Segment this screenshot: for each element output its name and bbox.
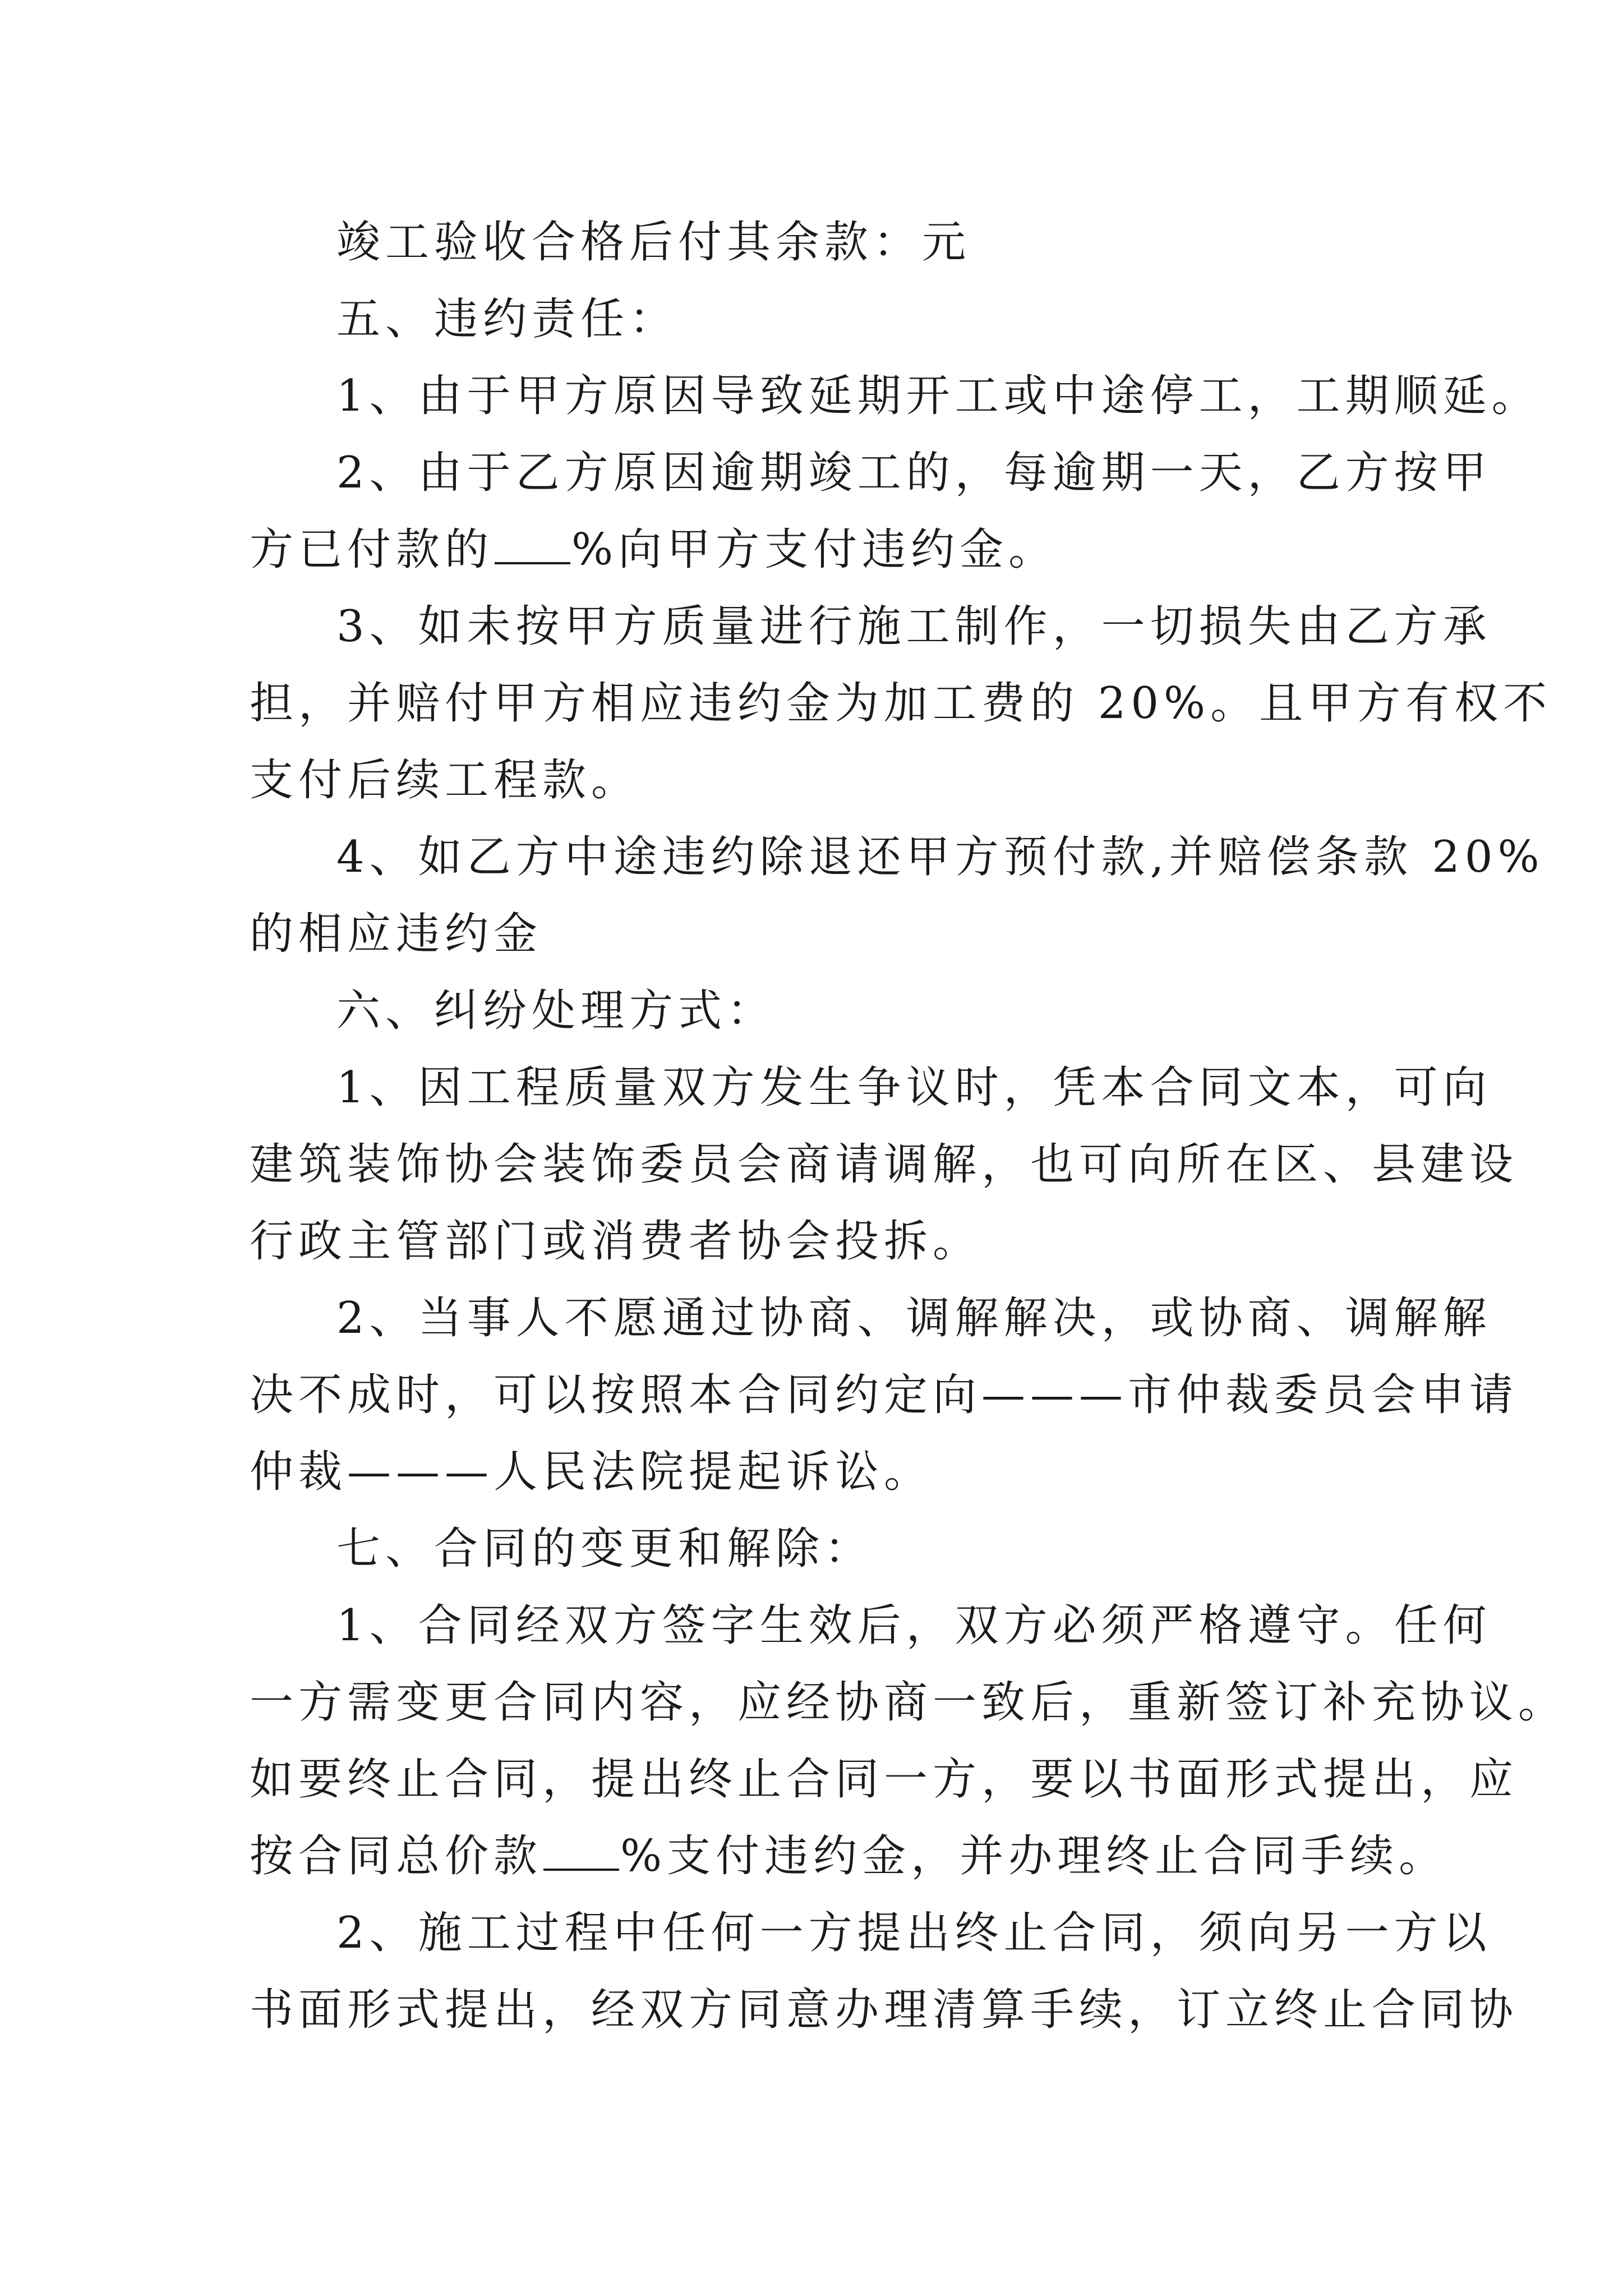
text-line: 竣工验收合格后付其余款：元 [336,217,971,268]
text-segment: 方已付款的 [250,524,494,575]
text-line: 支付后续工程款。 [250,755,640,806]
section-heading: 七、合同的变更和解除： [336,1524,874,1574]
text-segment: 按合同总价款 [250,1831,543,1881]
text-line: 2、当事人不愿通过协商、调解解决，或协商、调解解 [336,1293,1492,1343]
section-heading: 六、纠纷处理方式： [336,986,776,1036]
text-line: 行政主管部门或消费者协会投拆。 [250,1216,982,1267]
text-line: 4、如乙方中途违约除退还甲方预付款,并赔偿条款 20% [336,832,1544,882]
text-line: 1、由于甲方原因导致延期开工或中途停工，工期顺延。 [336,371,1541,421]
text-line: 仲裁———人民法院提起诉讼。 [250,1447,933,1497]
text-segment: %支付违约金，并办理终止合同手续。 [620,1831,1448,1881]
text-line: 1、合同经双方签字生效后，双方必须严格遵守。任何 [336,1600,1492,1651]
text-line: 决不成时，可以按照本合同约定向———市仲裁委员会申请 [250,1370,1519,1420]
text-line: 如要终止合同，提出终止合同一方，要以书面形式提出，应 [250,1754,1519,1805]
text-line: 1、因工程质量双方发生争议时，凭本合同文本，可向 [336,1062,1492,1113]
text-line [250,1828,1447,1884]
text-line: 书面形式提出，经双方同意办理清算手续，订立终止合同协 [250,1985,1519,2035]
text-line: 2、由于乙方原因逾期竣工的，每逾期一天，乙方按甲 [336,448,1492,498]
text-line [250,522,1057,578]
text-line: 3、如未按甲方质量进行施工制作，一切损失由乙方承 [336,601,1492,652]
text-line: 的相应违约金 [250,909,543,959]
text-segment: %向甲方支付违约金。 [571,524,1058,575]
section-heading: 五、违约责任： [336,294,679,344]
fill-in-blank [543,1834,619,1871]
text-line: 2、施工过程中任何一方提出终止合同，须向另一方以 [336,1908,1492,1958]
text-line: 担，并赔付甲方相应违约金为加工费的 20%。且甲方有权不 [250,678,1552,729]
fill-in-blank [495,527,570,564]
text-line: 一方需变更合同内容，应经协商一致后，重新签订补充协议。 [250,1677,1567,1728]
text-line: 建筑装饰协会装饰委员会商请调解，也可向所在区、县建设 [250,1139,1519,1190]
